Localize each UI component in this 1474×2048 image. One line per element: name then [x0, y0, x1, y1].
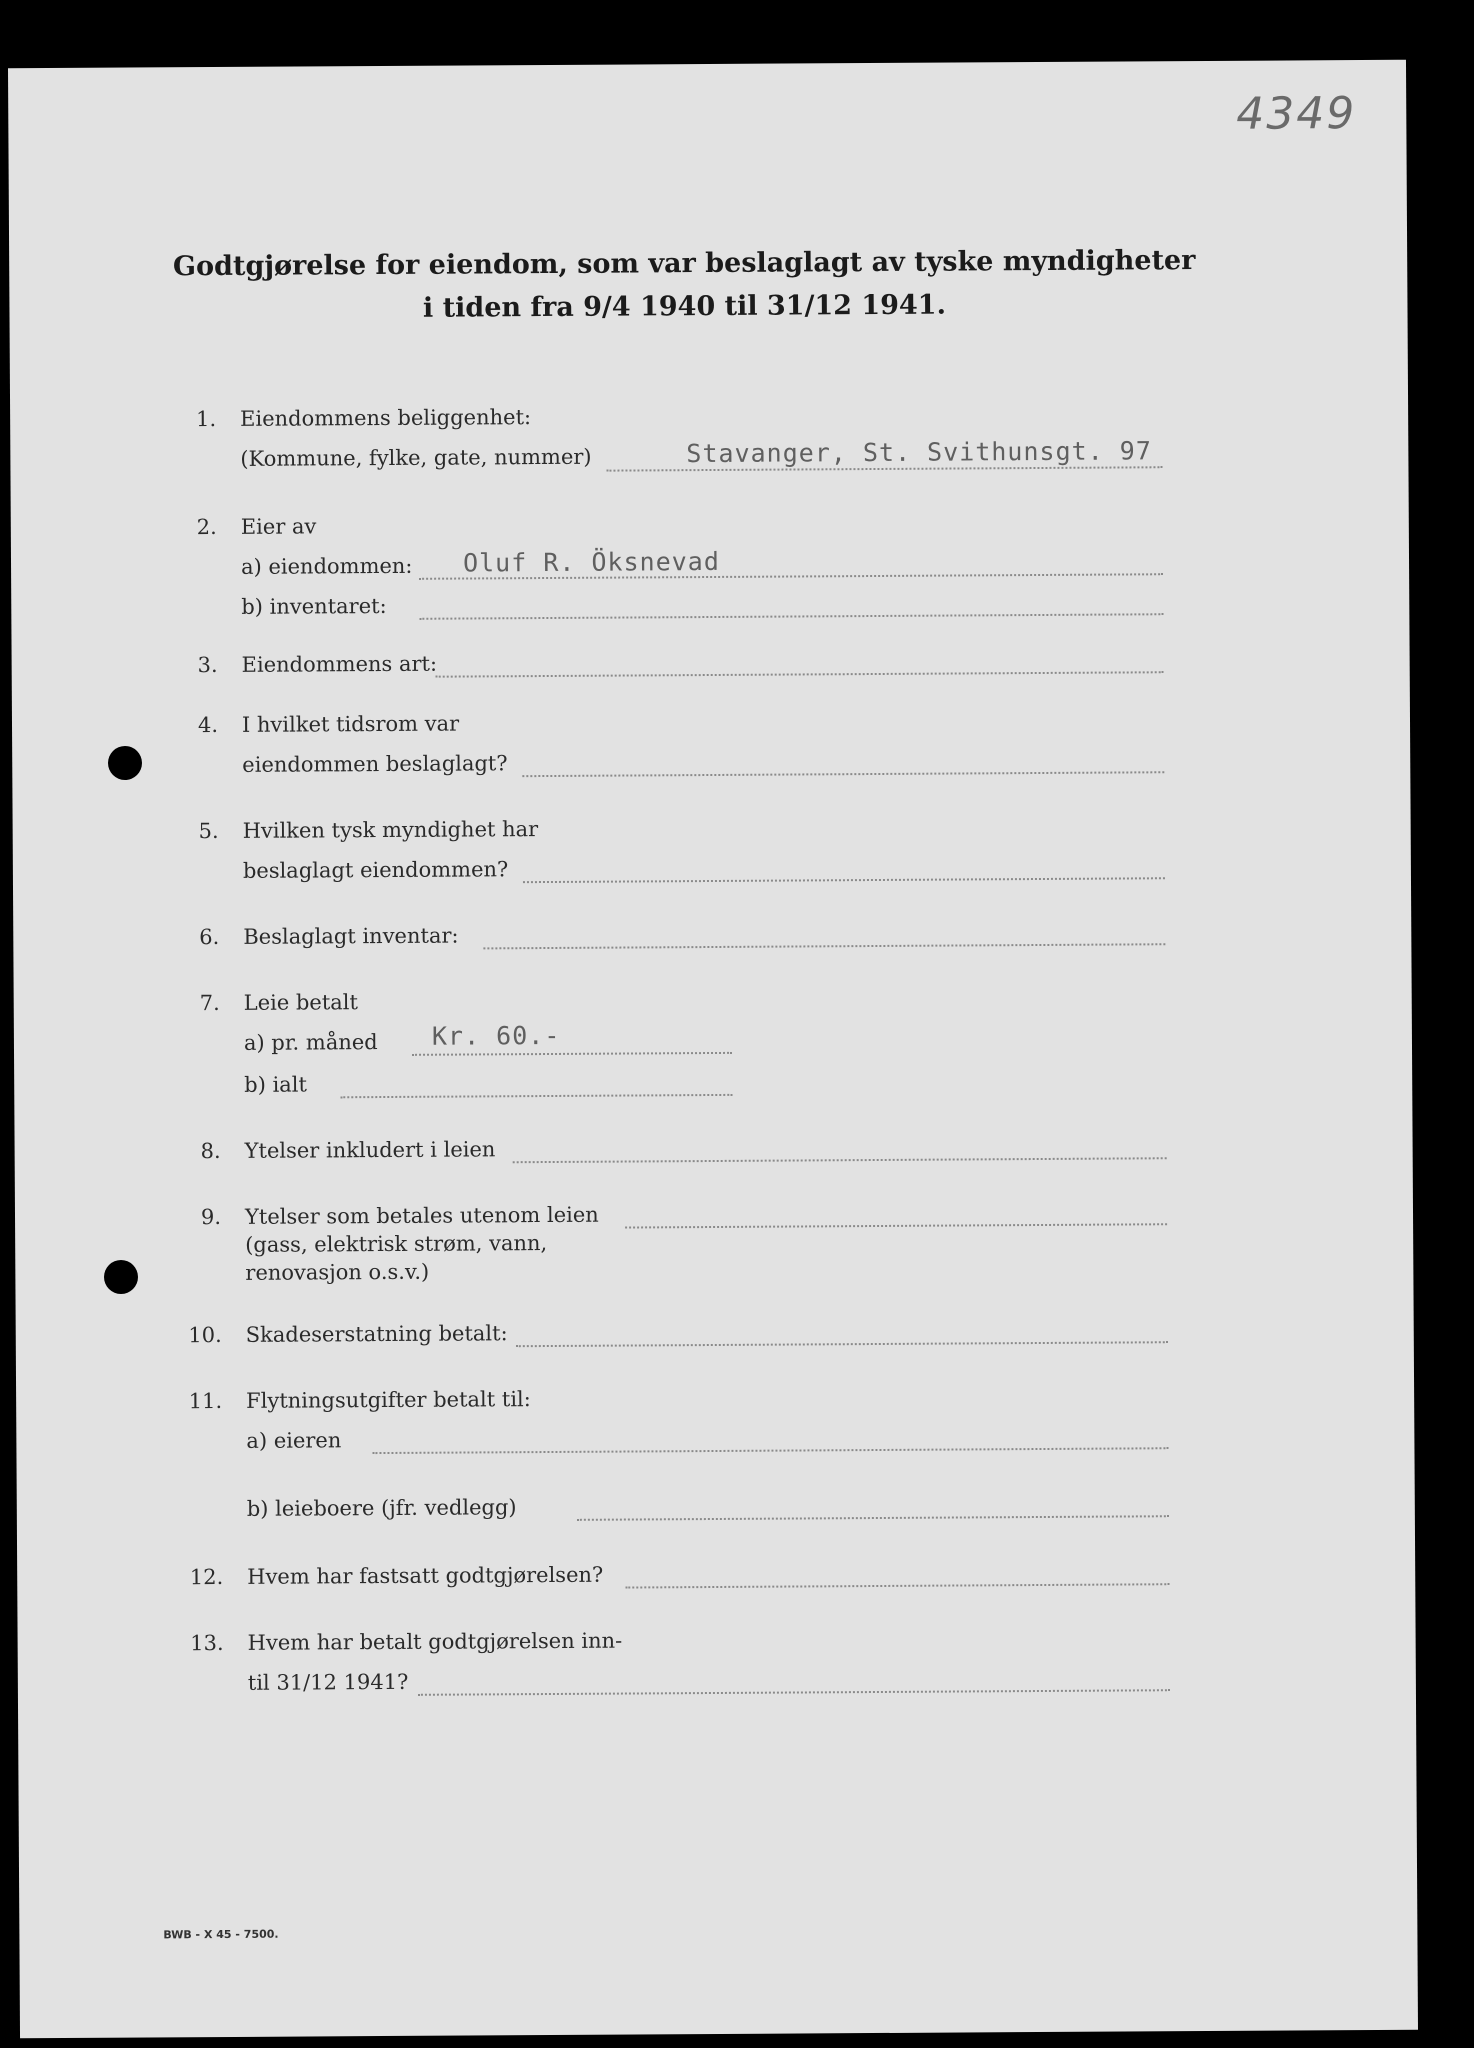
question-label-2: til 31/12 1941? [247, 1669, 409, 1695]
question-label: Eier av [240, 514, 317, 539]
question-number: 13. [190, 1631, 224, 1656]
question-label: Skadeserstatning betalt: [245, 1321, 508, 1347]
question-number: 6. [199, 925, 220, 950]
answer-line[interactable] [516, 1341, 1168, 1347]
answer-line-b[interactable] [340, 1094, 732, 1098]
question-sublabel: (Kommune, fylke, gate, nummer) [240, 444, 592, 471]
typed-answer: Stavanger, St. Svithunsgt. 97 [686, 436, 1152, 469]
answer-line-b[interactable] [419, 613, 1163, 620]
question-label: Hvem har fastsatt godtgjørelsen? [247, 1562, 604, 1589]
typed-answer-a: Kr. 60.- [431, 1020, 561, 1051]
question-number: 12. [189, 1565, 224, 1590]
answer-line[interactable] [523, 877, 1165, 883]
question-label-3: renovasjon o.s.v.) [245, 1259, 430, 1285]
question-number: 11. [188, 1389, 223, 1414]
print-code: BWB - X 45 - 7500. [163, 1927, 279, 1942]
answer-line-a[interactable] [412, 1052, 732, 1056]
answer-line[interactable] [513, 1157, 1167, 1163]
question-label: Ytelser inkludert i leien [244, 1137, 496, 1163]
question-label: Hvem har betalt godtgjørelsen inn- [247, 1628, 623, 1655]
answer-line[interactable] [625, 1223, 1167, 1228]
question-label: Flytningsutgifter betalt til: [246, 1387, 531, 1413]
question-label: Leie betalt [243, 990, 358, 1015]
archive-number: 4349 [1236, 88, 1357, 140]
question-number: 7. [199, 991, 220, 1016]
typed-answer-a: Oluf R. Öksnevad [462, 546, 720, 578]
question-label: Eiendommens beliggenhet: [240, 405, 532, 431]
answer-line[interactable] [436, 671, 1164, 677]
sub-label-b: b) ialt [244, 1072, 307, 1097]
question-label-2: eiendommen beslaglagt? [242, 751, 508, 777]
answer-line[interactable] [418, 1689, 1170, 1696]
title-line-1: Godtgjørelse for eiendom, som var beslaglagt av tyske myndigheter [172, 245, 1196, 283]
question-label: Eiendommens art: [241, 651, 438, 677]
answer-line-a[interactable] [372, 1447, 1168, 1454]
sub-label-a: a) eiendommen: [240, 553, 413, 579]
form-title [159, 239, 1210, 331]
question-number: 9. [200, 1205, 222, 1230]
form-sheet [8, 60, 1418, 2039]
answer-line[interactable] [625, 1583, 1169, 1588]
question-label: I hvilket tidsrom var [241, 711, 460, 737]
question-number: 10. [188, 1323, 222, 1348]
title-line-2: i tiden fra 9/4 1940 til 31/12 1941. [422, 289, 947, 324]
sub-label-a: a) eieren [246, 1428, 342, 1453]
answer-line[interactable] [522, 771, 1164, 777]
question-label: Ytelser som betales utenom leien [244, 1202, 599, 1229]
question-number: 1. [196, 407, 217, 432]
question-label: Beslaglagt inventar: [243, 923, 459, 949]
question-number: 5. [198, 819, 219, 844]
question-number: 3. [197, 653, 218, 678]
sub-label-a: a) pr. måned [243, 1030, 378, 1055]
question-label: Hvilken tysk myndighet har [242, 817, 539, 843]
punch-hole-top [108, 746, 142, 780]
sub-label-b: b) leieboere (jfr. vedlegg) [246, 1495, 517, 1521]
question-label-2: (gass, elektrisk strøm, vann, [245, 1231, 548, 1257]
question-number: 4. [197, 713, 219, 738]
question-number: 2. [196, 515, 217, 540]
question-label-2: beslaglagt eiendommen? [242, 857, 509, 883]
question-number: 8. [200, 1139, 221, 1164]
answer-line[interactable] [483, 943, 1165, 949]
punch-hole-bottom [104, 1260, 138, 1294]
answer-line-b[interactable] [577, 1515, 1169, 1521]
sub-label-b: b) inventaret: [241, 593, 387, 619]
